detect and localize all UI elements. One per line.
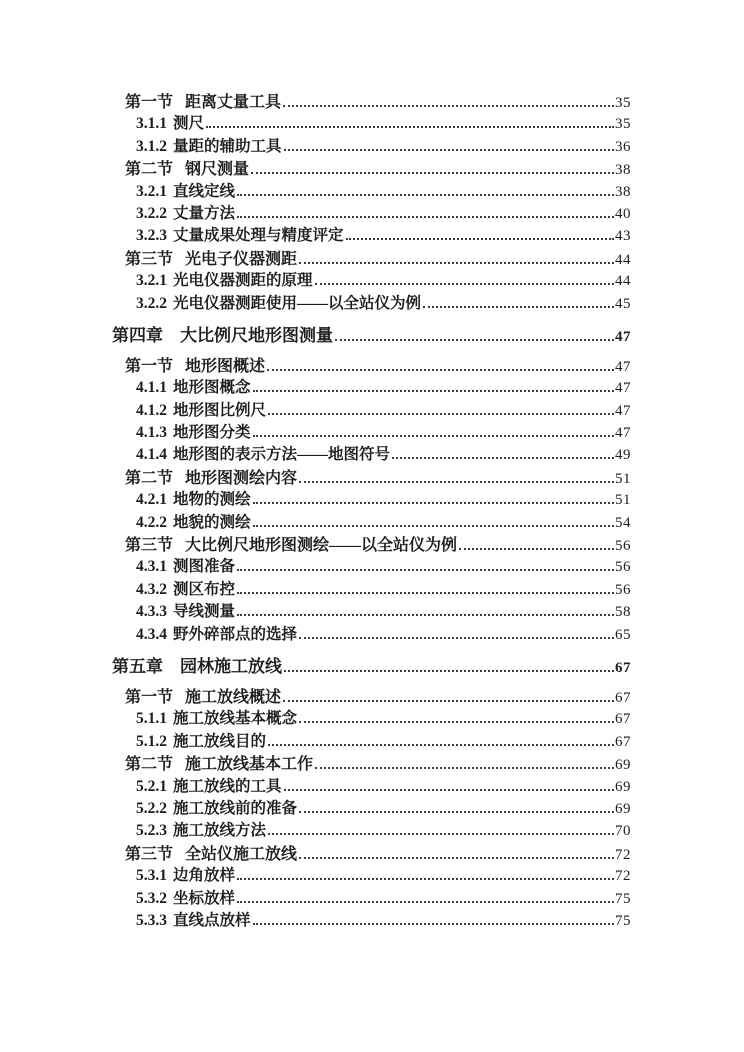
leader-dots: [299, 481, 614, 483]
entry-number: 第一节: [125, 688, 174, 706]
entry-title: 地形图比例尺: [173, 401, 267, 419]
leader-dots: [237, 569, 614, 571]
leader-dots: [237, 878, 614, 880]
page-number: 43: [615, 228, 631, 245]
entry-number: 5.2.2: [136, 799, 167, 817]
leader-dots: [237, 216, 614, 218]
entry-number: 4.3.3: [136, 603, 167, 621]
page-number: 75: [615, 890, 631, 907]
entry-number: 4.1.4: [136, 446, 167, 464]
page-number: 72: [615, 868, 631, 885]
page-number: 44: [615, 251, 631, 268]
page-number: 69: [615, 757, 631, 774]
leader-dots: [283, 700, 614, 702]
toc-entry-sub: [112, 442, 631, 464]
leader-dots: [299, 857, 614, 859]
toc-entry-section: [112, 684, 631, 706]
toc-entry-section: [112, 532, 631, 554]
toc-entry-sub: [112, 487, 631, 509]
page-number: 51: [615, 470, 631, 487]
toc-entry-section: [112, 156, 631, 178]
entry-number: 第四章: [112, 325, 163, 345]
entry-number: 4.2.2: [136, 513, 167, 531]
leader-dots: [237, 901, 614, 903]
toc-entry-sub: [112, 510, 631, 532]
leader-dots: [237, 614, 614, 616]
entry-title: 导线测量: [173, 603, 236, 621]
toc-entry-sub: [112, 599, 631, 621]
page-number: 56: [615, 538, 631, 555]
entry-number: 3.2.2: [136, 204, 167, 222]
entry-title: 地物的测绘: [173, 491, 251, 509]
leader-dots: [206, 126, 614, 128]
leader-dots: [459, 548, 614, 550]
entry-title: 钢尺测量: [185, 161, 250, 179]
page-number: 69: [615, 800, 631, 817]
page-number: 35: [615, 116, 631, 133]
leader-dots: [423, 306, 614, 308]
entry-number: 第一节: [125, 94, 174, 111]
page-number: 47: [615, 380, 631, 397]
entry-title: 大比例尺地形图测绘——以全站仪为例: [185, 537, 458, 555]
page-number: 67: [615, 659, 631, 676]
page-number: 38: [615, 162, 631, 179]
toc-entry-sub: [112, 420, 631, 442]
toc-entry-section: [112, 89, 631, 111]
page-number: 67: [615, 689, 631, 706]
page-number: 56: [615, 581, 631, 598]
entry-number: 4.3.1: [136, 558, 167, 576]
entry-title: 直线点放样: [173, 911, 251, 929]
toc-entry-sub: [112, 886, 631, 908]
toc-entry-sub: [112, 622, 631, 644]
entry-number: 第二节: [125, 161, 174, 179]
leader-dots: [283, 105, 614, 107]
entry-title: 施工放线目的: [173, 732, 267, 750]
entry-title: 量距的辅助工具: [173, 137, 282, 155]
leader-dots: [284, 789, 614, 791]
leader-dots: [237, 194, 614, 196]
toc-entry-sub: [112, 375, 631, 397]
entry-title: 直线定线: [173, 182, 236, 200]
entry-number: 4.1.1: [136, 379, 167, 397]
page-number: 67: [615, 733, 631, 750]
leader-dots: [268, 744, 614, 746]
toc-entry-section: [112, 841, 631, 863]
entry-number: 5.3.3: [136, 911, 167, 929]
entry-title: 大比例尺地形图测量: [180, 325, 333, 345]
leader-dots: [299, 721, 614, 723]
toc-entry-sub: [112, 134, 631, 156]
toc-entry-sub: [112, 908, 631, 930]
entry-title: 地形图的表示方法——地图符号: [173, 446, 391, 464]
entry-number: 3.1.1: [136, 115, 167, 133]
entry-number: 5.1.1: [136, 710, 167, 728]
leader-dots: [237, 592, 614, 594]
page-number: 54: [615, 514, 631, 531]
toc-entry-sub: [112, 554, 631, 576]
page-number: 47: [615, 328, 631, 345]
leader-dots: [299, 262, 614, 264]
entry-number: 3.2.1: [136, 272, 167, 290]
leader-dots: [253, 435, 614, 437]
page-number: 47: [615, 358, 631, 375]
leader-dots: [268, 413, 614, 415]
leader-dots: [251, 172, 614, 174]
leader-dots: [299, 637, 614, 639]
toc-entry-chapter: [112, 652, 631, 676]
entry-number: 3.2.2: [136, 294, 167, 312]
toc-entry-sub: [112, 796, 631, 818]
entry-title: 施工放线基本工作: [185, 756, 314, 774]
entry-title: 测图准备: [173, 558, 236, 576]
toc-entry-sub: [112, 111, 631, 133]
toc-entry-sub: [112, 201, 631, 223]
toc-entry-sub: [112, 863, 631, 885]
toc-entry-sub: [112, 818, 631, 840]
entry-title: 测尺: [173, 115, 205, 133]
entry-title: 地形图概述: [185, 357, 266, 375]
entry-title: 施工放线的工具: [173, 777, 282, 795]
page-number: 40: [615, 205, 631, 222]
toc-entry-section: [112, 751, 631, 773]
page-number: 36: [615, 138, 631, 155]
toc-entry-sub: [112, 706, 631, 728]
leader-dots: [315, 283, 614, 285]
leader-dots: [253, 502, 614, 504]
entry-title: 距离丈量工具: [185, 94, 282, 111]
page-number: 49: [615, 447, 631, 464]
leader-dots: [335, 339, 614, 341]
entry-title: 野外碎部点的选择: [173, 625, 298, 643]
leader-dots: [267, 369, 614, 371]
entry-number: 5.1.2: [136, 732, 167, 750]
page-number: 58: [615, 604, 631, 621]
entry-number: 第三节: [125, 845, 174, 863]
entry-number: 3.2.1: [136, 182, 167, 200]
entry-title: 坐标放样: [173, 889, 236, 907]
leader-dots: [253, 923, 614, 925]
page-number: 75: [615, 912, 631, 929]
toc-entry-section: [112, 465, 631, 487]
entry-title: 光电仪器测距使用——以全站仪为例: [173, 294, 422, 312]
page-number: 44: [615, 273, 631, 290]
leader-dots: [346, 238, 614, 240]
page-number: 72: [615, 846, 631, 863]
toc-entry-sub: [112, 774, 631, 796]
entry-number: 4.3.2: [136, 580, 167, 598]
toc-entry-section: [112, 246, 631, 268]
entry-number: 4.1.3: [136, 424, 167, 442]
page-number: 45: [615, 295, 631, 312]
leader-dots: [253, 390, 614, 392]
entry-title: 施工放线前的准备: [173, 799, 298, 817]
page-number: 35: [615, 95, 631, 111]
entry-title: 丈量方法: [173, 204, 236, 222]
entry-title: 施工放线概述: [185, 688, 282, 706]
leader-dots: [284, 670, 614, 672]
entry-title: 施工放线基本概念: [173, 710, 298, 728]
entry-number: 第五章: [112, 656, 163, 676]
entry-number: 5.2.3: [136, 822, 167, 840]
page-number: 38: [615, 183, 631, 200]
page-number: 67: [615, 711, 631, 728]
toc-entry-chapter: [112, 321, 631, 345]
entry-number: 第一节: [125, 357, 174, 375]
entry-number: 3.2.3: [136, 227, 167, 245]
toc-entry-sub: [112, 729, 631, 751]
page-number: 47: [615, 425, 631, 442]
entry-title: 全站仪施工放线: [185, 845, 298, 863]
toc-entry-sub: [112, 291, 631, 313]
leader-dots: [268, 833, 614, 835]
entry-number: 4.1.2: [136, 401, 167, 419]
entry-number: 第二节: [125, 756, 174, 774]
leader-dots: [315, 767, 614, 769]
page-number: 47: [615, 402, 631, 419]
leader-dots: [392, 457, 614, 459]
toc-entry-sub: [112, 577, 631, 599]
entry-number: 4.2.1: [136, 491, 167, 509]
entry-number: 3.1.2: [136, 137, 167, 155]
entry-title: 丈量成果处理与精度评定: [173, 227, 344, 245]
leader-dots: [253, 525, 614, 527]
toc-list: [112, 89, 631, 930]
entry-title: 园林施工放线: [180, 656, 282, 676]
page-number: 51: [615, 492, 631, 509]
entry-number: 4.3.4: [136, 625, 167, 643]
toc-entry-section: [112, 353, 631, 375]
leader-dots: [284, 149, 614, 151]
entry-title: 边角放样: [173, 867, 236, 885]
page-number: 56: [615, 559, 631, 576]
entry-title: 光电仪器测距的原理: [173, 272, 313, 290]
page-number: 70: [615, 823, 631, 840]
entry-title: 地貌的测绘: [173, 513, 251, 531]
leader-dots: [299, 811, 614, 813]
toc-entry-sub: [112, 398, 631, 420]
entry-title: 地形图分类: [173, 424, 251, 442]
page-number: 65: [615, 626, 631, 643]
entry-number: 第三节: [125, 537, 174, 555]
toc-entry-sub: [112, 268, 631, 290]
toc-entry-sub: [112, 223, 631, 245]
toc-entry-sub: [112, 179, 631, 201]
entry-number: 第二节: [125, 469, 174, 487]
entry-number: 第三节: [125, 250, 174, 268]
entry-number: 5.3.2: [136, 889, 167, 907]
entry-title: 光电子仪器测距: [185, 250, 298, 268]
page-number: 69: [615, 778, 631, 795]
entry-title: 地形图概念: [173, 379, 251, 397]
entry-title: 测区布控: [173, 580, 236, 598]
entry-title: 施工放线方法: [173, 822, 267, 840]
entry-number: 5.3.1: [136, 867, 167, 885]
entry-number: 5.2.1: [136, 777, 167, 795]
entry-title: 地形图测绘内容: [185, 469, 298, 487]
